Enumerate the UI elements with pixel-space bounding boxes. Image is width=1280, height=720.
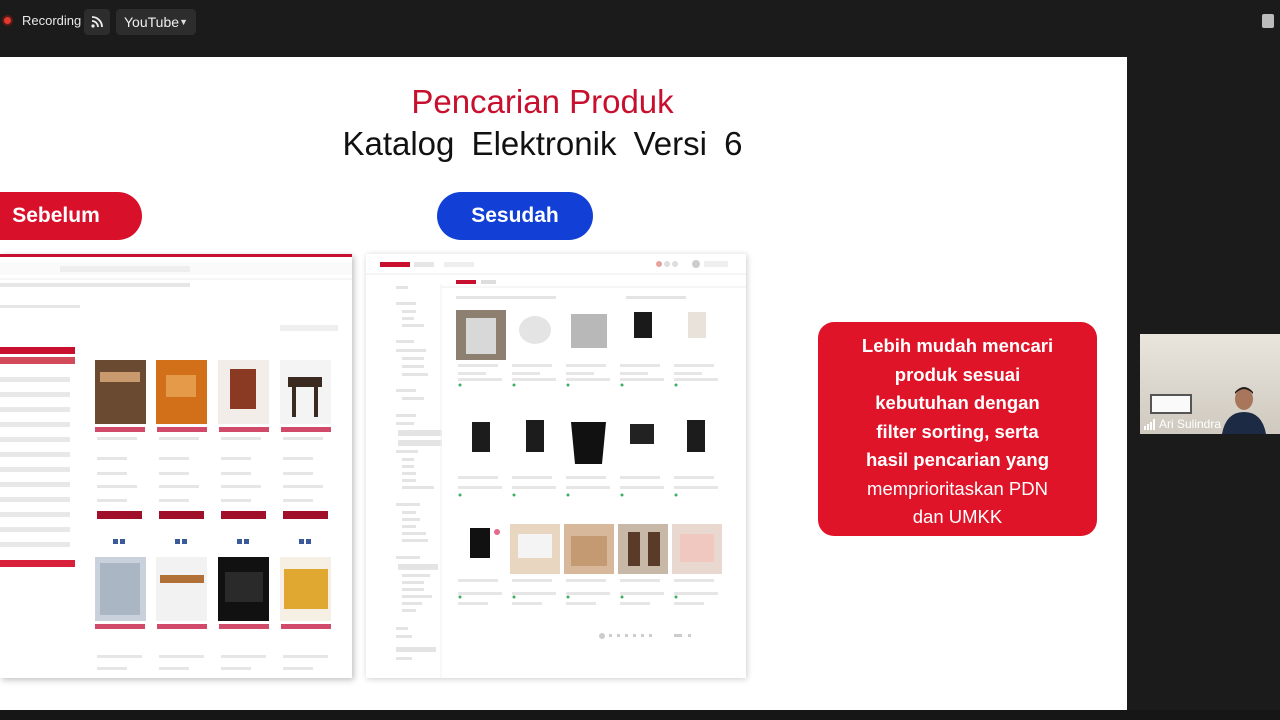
after-label: Sesudah (437, 192, 593, 240)
slide-subtitle: Katalog Elektronik Versi 6 (342, 125, 743, 162)
meeting-top-bar (0, 0, 1280, 44)
benefit-callout (818, 322, 1097, 536)
record-dot-icon (2, 15, 13, 26)
stream-destination-label: YouTube (124, 14, 180, 30)
side-panel-icon[interactable] (1262, 14, 1274, 28)
new-catalog-image (366, 254, 746, 678)
callout-line: kebutuhan dengan (875, 392, 1040, 413)
new-catalog-screenshot (366, 254, 746, 678)
recording-label: Recording (22, 13, 82, 28)
slide-title: Pencarian Produk (411, 83, 674, 120)
participant-video-tile[interactable] (1140, 334, 1280, 434)
video-whiteboard (1150, 394, 1192, 414)
callout-line: hasil pencarian yang (865, 449, 1049, 470)
live-stream-button[interactable] (84, 9, 110, 35)
chevron-down-icon: ▼ (179, 17, 188, 27)
participant-name: Ari Sulindra (1159, 417, 1222, 431)
old-catalog-image (0, 257, 352, 678)
before-label: Sebelum (0, 192, 142, 240)
participant-video (1222, 384, 1266, 434)
presentation-slide (0, 57, 1127, 710)
callout-line: produk sesuai (894, 363, 1021, 385)
signal-bars-icon (1144, 419, 1155, 430)
old-catalog-screenshot (0, 254, 352, 678)
callout-line: filter sorting, serta (876, 420, 1039, 442)
bottom-toolbar (0, 710, 1280, 720)
callout-line: memprioritaskan PDN (867, 477, 1048, 499)
callout-line: dan UMKK (912, 506, 1003, 527)
rss-icon (90, 15, 104, 29)
stream-destination-dropdown[interactable] (116, 9, 196, 35)
callout-line: Lebih mudah mencari (861, 335, 1054, 356)
participant-name-tag (1144, 417, 1221, 431)
